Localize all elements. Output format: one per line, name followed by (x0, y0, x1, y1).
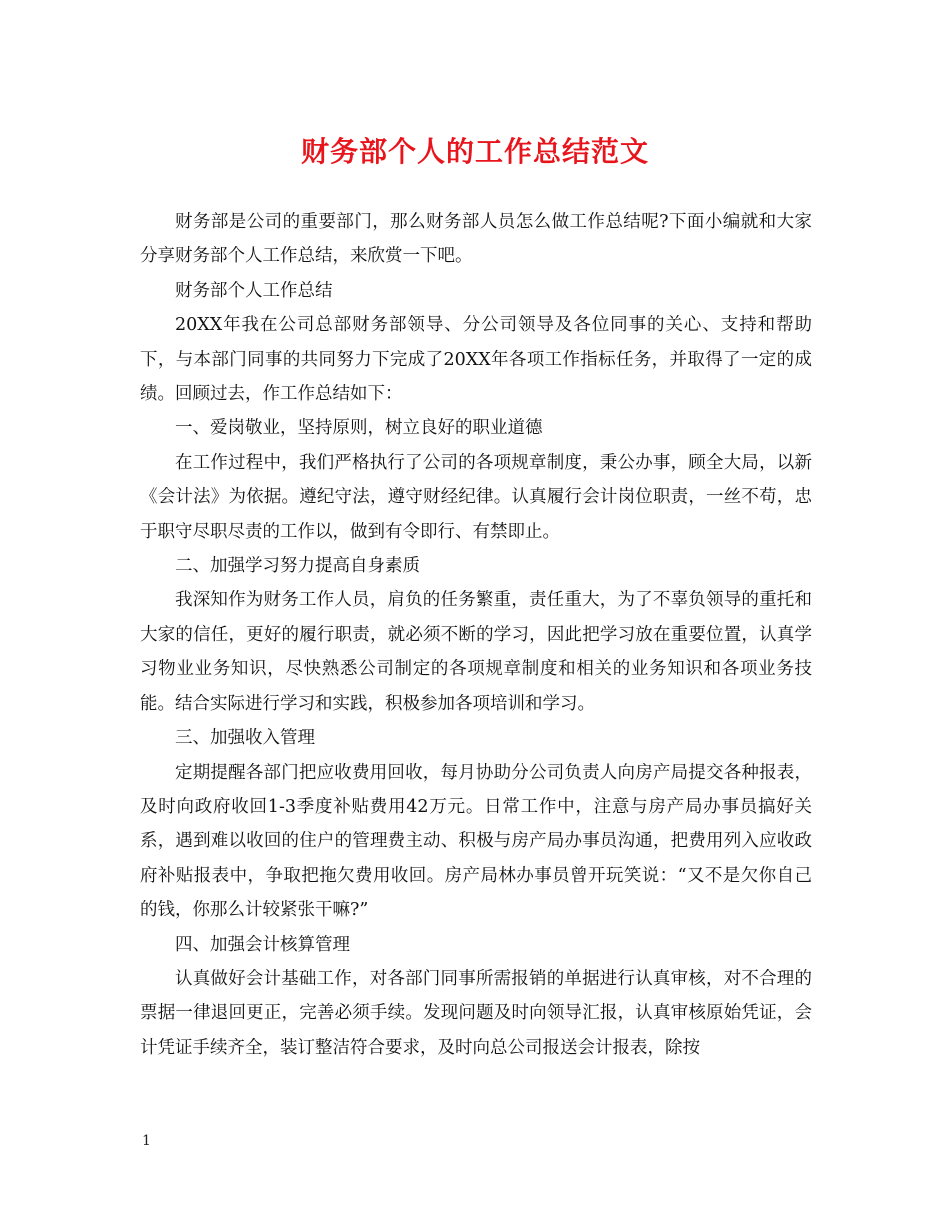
section-2-paragraph: 我深知作为财务工作人员，肩负的任务繁重，责任重大，为了不辜负领导的重托和大家的信任，更好的履行职责，就必须不断的学习，因此把学习放在重要位置，认真学习物业业务知识，尽快熟悉公司制定的各项规章制度和相关的业务知识和各项业务技能。结合实际进行学习和实践，积极参加各项培训和学习。 (140, 590, 812, 714)
section-4-paragraph: 认真做好会计基础工作，对各部门同事所需报销的单据进行认真审核，对不合理的票据一律退回更正，完善必须手续。发现问题及时向领导汇报，认真审核原始凭证，会计凭证手续齐全，装订整洁符合要求，及时向总公司报送会计报表，除按 (140, 968, 812, 1058)
document-title: 财务部个人的工作总结范文 (300, 135, 649, 168)
section-3-paragraph: 定期提醒各部门把应收费用回收，每月协助分公司负责人向房产局提交各种报表，及时向政府收回1-3季度补贴费用42万元。日常工作中，注意与房产局办事员搞好关系，遇到难以收回的住户的管理费主动、积极与房产局办事员沟通，把费用列入应收政府补贴报表中，争取把拖欠费用收回。房产局林办事员曾开玩笑说：“又不是欠你自己的钱，你那么计较紧张干嘛?” (140, 762, 812, 921)
section-1-paragraph: 在工作过程中，我们严格执行了公司的各项规章制度，秉公办事，顾全大局，以新《会计法》为依据。遵纪守法，遵守财经纪律。认真履行会计岗位职责，一丝不苟，忠于职守尽职尽责的工作以，做到有令即行、有禁即止。 (140, 452, 812, 542)
section-heading-4: 四、加强会计核算管理 (175, 934, 350, 955)
section-subtitle: 财务部个人工作总结 (175, 280, 333, 301)
overview-paragraph: 20XX年我在公司总部财务部领导、分公司领导及各位同事的关心、支持和帮助下，与本部门同事的共同努力下完成了20XX年各项工作指标任务，并取得了一定的成绩。回顾过去，作工作总结如下： (140, 315, 812, 405)
intro-paragraph: 财务部是公司的重要部门，那么财务部人员怎么做工作总结呢?下面小编就和大家分享财务部个人工作总结，来欣赏一下吧。 (140, 212, 812, 267)
section-heading-1: 一、爱岗敬业，坚持原则，树立良好的职业道德 (175, 418, 543, 439)
page-number: 1 (142, 1133, 151, 1149)
section-heading-2: 二、加强学习努力提高自身素质 (175, 556, 420, 577)
document-body (140, 205, 812, 1065)
section-heading-3: 三、加强收入管理 (175, 728, 315, 749)
